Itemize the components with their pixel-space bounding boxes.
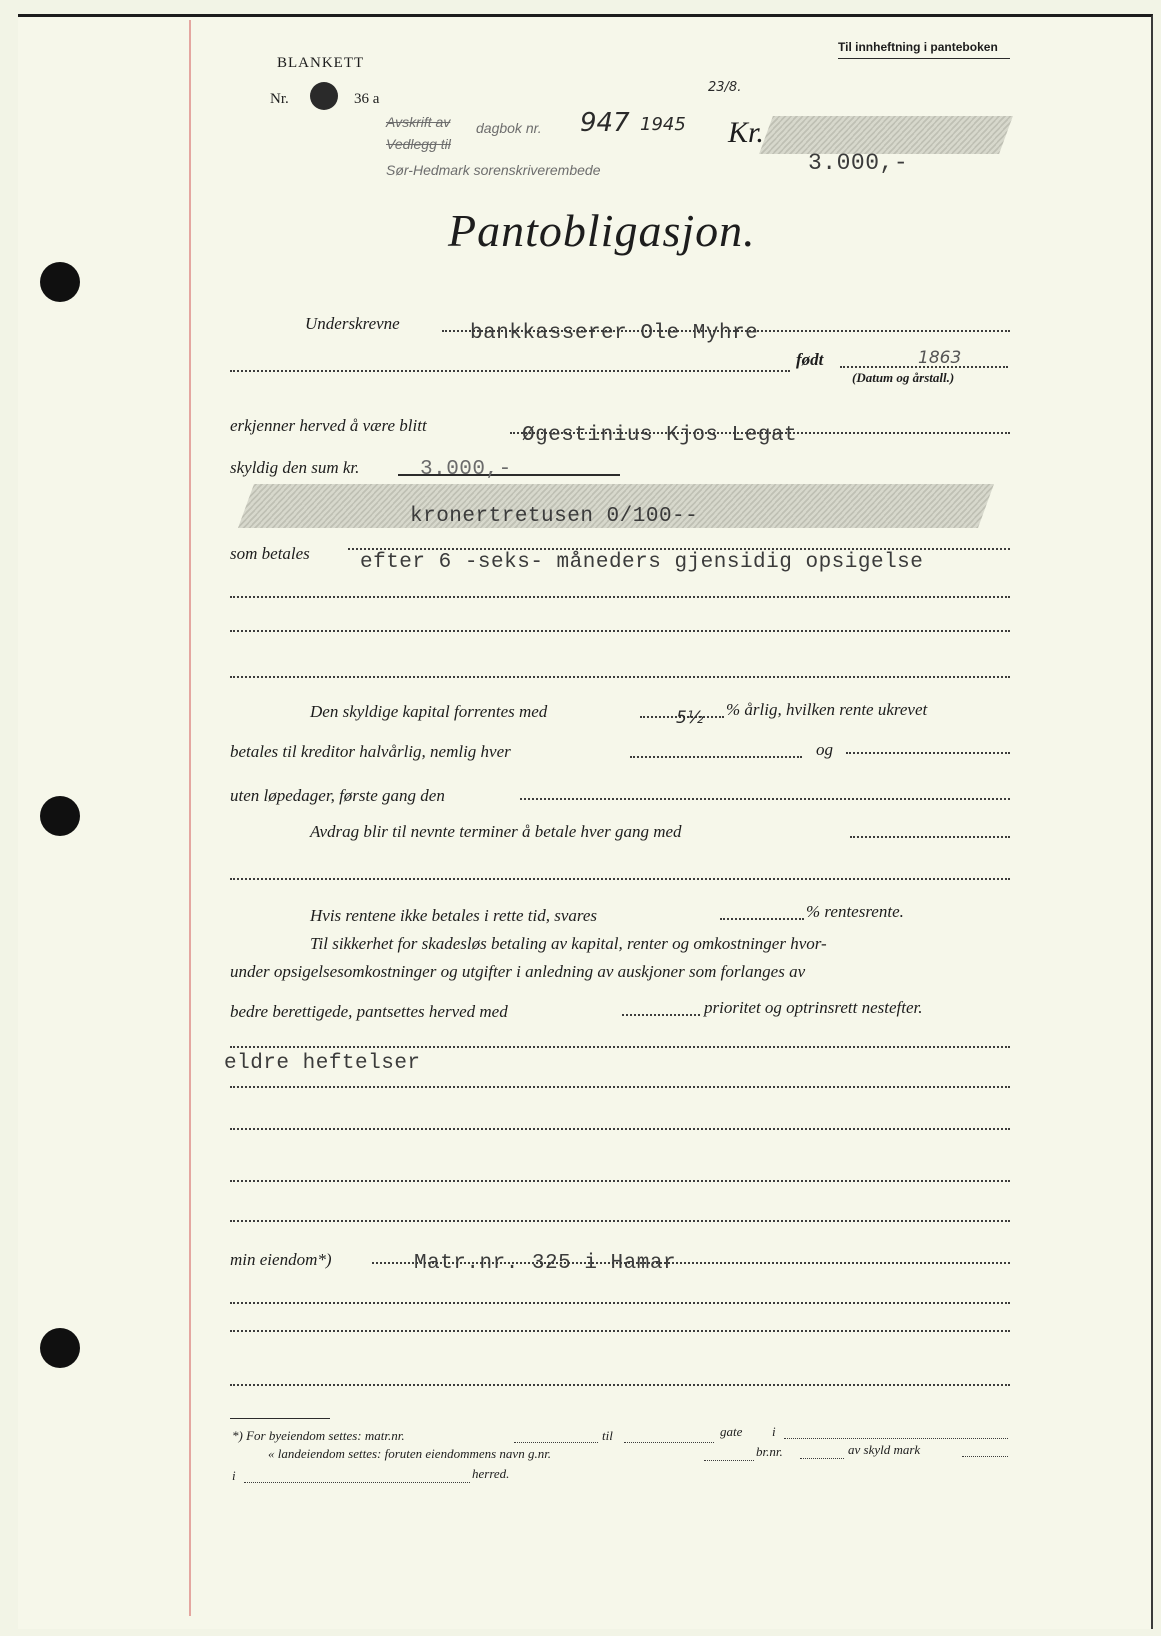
prior-line-1: [230, 1046, 1010, 1048]
prior-line-5: [230, 1220, 1010, 1222]
page-title: Pantobligasjon.: [448, 205, 756, 256]
born-value: 1863: [918, 348, 962, 368]
footnote-3-line: [244, 1482, 470, 1483]
prior-line-2: [230, 1086, 1010, 1088]
date-note: 23/8.: [708, 80, 742, 95]
debtor-name: bankkasserer Ole Myhre: [470, 322, 759, 345]
stamp-vedlegg: Vedlegg til: [386, 136, 451, 152]
form-nr-value: 36 a: [354, 91, 380, 107]
payment-terms: efter 6 -seks- måneders gjensidig opsigelse: [360, 551, 924, 574]
prior-line-4: [230, 1180, 1010, 1182]
interest-text-a: Den skyldige kapital forrentes med: [310, 702, 548, 721]
stamp-dagbok: dagbok nr.: [476, 120, 542, 136]
amount-band: [759, 116, 1013, 154]
footnote-2-line-b: [800, 1458, 844, 1459]
born-label: født: [796, 350, 824, 369]
footnote-1b: til: [602, 1428, 613, 1443]
margin-rule: [189, 20, 191, 1616]
form-label: BLANKETT: [277, 55, 365, 71]
footnote-1a: *) For byeiendom settes: matr.nr.: [232, 1428, 405, 1443]
form-nr-label: Nr.: [270, 91, 289, 107]
top-right-note: Til innheftning i panteboken: [838, 40, 998, 54]
property-label: min eiendom*): [230, 1250, 332, 1269]
interest-text-b: % årlig, hvilken rente ukrevet: [726, 700, 928, 719]
stamp-office: Sør-Hedmark sorenskriverembede: [386, 162, 601, 178]
footnote-1c: gate: [720, 1424, 743, 1439]
footnote-1-line-b: [624, 1442, 714, 1443]
footnote-1d: i: [772, 1424, 776, 1439]
born-hint: (Datum og årstall.): [852, 370, 955, 385]
creditor-label: erkjenner herved å være blitt: [230, 416, 427, 435]
prior-encumbrances: eldre heftelser: [224, 1052, 421, 1075]
property-line-2: [230, 1302, 1010, 1304]
top-right-underline: [838, 58, 1010, 59]
born-line: [230, 370, 790, 372]
priority-line: [622, 1014, 700, 1016]
stamp-avskrift: Avskrift av: [386, 114, 451, 130]
footnote-2a: « landeiendom settes: foruten eiendommens navn g.nr.: [268, 1446, 552, 1461]
footnote-2c: av skyld mark: [848, 1442, 921, 1457]
prior-line-3: [230, 1128, 1010, 1130]
interest-term-line-2: [846, 752, 1010, 754]
penalty-text-b: % rentesrente.: [806, 902, 904, 921]
seal-icon: [310, 82, 338, 110]
punch-hole-middle: [40, 796, 80, 836]
footnote-rule: [230, 1418, 330, 1419]
priority-text-a: bedre berettigede, pantsettes herved med: [230, 1002, 508, 1021]
kr-amount: 3.000,-: [808, 150, 909, 176]
sum-label: skyldig den sum kr.: [230, 458, 360, 477]
creditor-name: Øgestinius Kjos Legat: [522, 424, 798, 447]
penalty-text-a: Hvis rentene ikke betales i rette tid, svares: [310, 906, 598, 925]
footnote-1-line-a: [514, 1442, 598, 1443]
dagbok-year: 1945: [640, 114, 686, 135]
punch-hole-top: [40, 262, 80, 302]
payment-line-2: [230, 596, 1010, 598]
installment-line: [850, 836, 1010, 838]
priority-text-b: prioritet og optrinsrett nestefter.: [704, 998, 923, 1017]
footnote-3b: herred.: [472, 1466, 510, 1481]
debtor-label: Underskrevne: [305, 314, 400, 333]
kr-label: Kr.: [728, 116, 764, 149]
penalty-rate-line: [720, 918, 804, 920]
payment-line-1: [348, 548, 1010, 550]
installment-label: Avdrag blir til nevnte terminer å betale hver gang med: [310, 822, 682, 841]
dagbok-number: 947: [580, 108, 630, 138]
footnote-2-line-c: [962, 1456, 1008, 1457]
punch-hole-bottom: [40, 1328, 80, 1368]
footnote-2b: br.nr.: [756, 1444, 783, 1459]
interest-term-line: [630, 756, 802, 758]
property-value: Matr.nr. 325 i Hamar: [414, 1252, 677, 1275]
footnote-1-line-c: [784, 1438, 1008, 1439]
first-payment-line: [520, 798, 1010, 800]
payment-label: som betales: [230, 544, 310, 563]
payment-line-3: [230, 630, 1010, 632]
footnote-3a: i: [232, 1468, 236, 1483]
footnote-2-line-a: [704, 1460, 754, 1461]
interest-rate: 5½: [676, 708, 704, 728]
first-payment-label: uten løpedager, første gang den: [230, 786, 445, 805]
property-line-4: [230, 1384, 1010, 1386]
installment-line-2: [230, 878, 1010, 880]
property-line-3: [230, 1330, 1010, 1332]
sum-value: 3.000,-: [420, 458, 512, 481]
security-text-1: Til sikkerhet for skadesløs betaling av kapital, renter og omkostninger hvor-: [310, 934, 827, 953]
sum-in-words: kronertretusen 0/100--: [410, 505, 699, 528]
security-text-2: under opsigelsesomkostninger og utgifter i anledning av auskjoner som forlanges av: [230, 962, 806, 981]
interest-term-a: betales til kreditor halvårlig, nemlig hver: [230, 742, 511, 761]
payment-line-4: [230, 676, 1010, 678]
interest-term-b: og: [816, 740, 833, 759]
